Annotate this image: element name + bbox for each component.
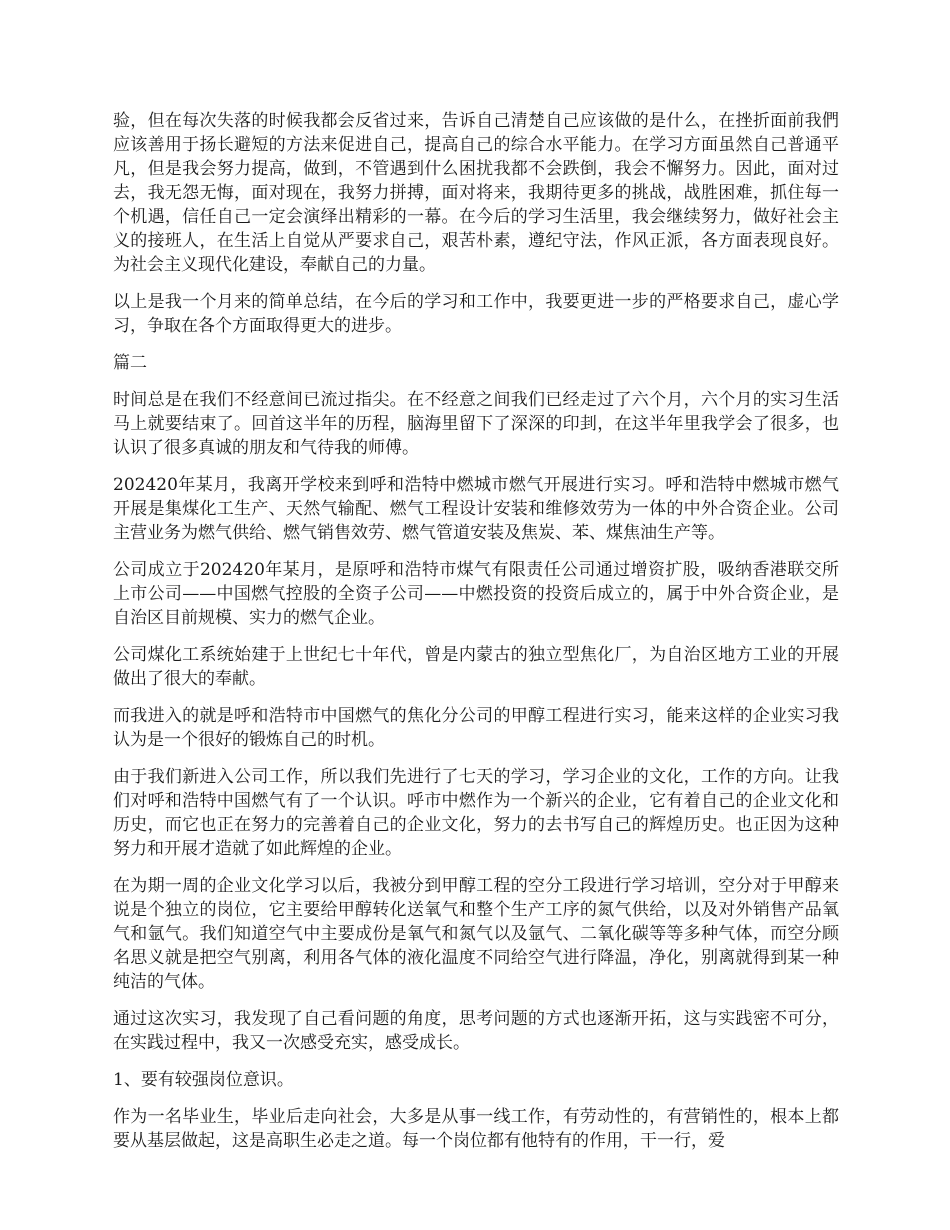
paragraph-practice-growth: 通过这次实习，我发现了自己看问题的角度，思考问题的方式也逐渐开拓，这与实践密不可分，在实践过程中，我又一次感受充实，感受成长。 xyxy=(113,1009,839,1053)
paragraph-graduate-role: 作为一名毕业生，毕业后走向社会，大多是从事一线工作，有劳动性的，有营销性的，根本上都要从基层做起，这是高职生必走之道。每一个岗位都有他特有的作用，干一行，爱 xyxy=(113,1107,839,1151)
paragraph-self-reflection: 验，但在每次失落的时候我都会反省过来，告诉自己清楚自己应该做的是什么，在挫折面前我們应该善用于扬长避短的方法来促进自己，提高自己的综合水平能力。在学习方面虽然自己普通平凡，但是我会努力提高，做到，不管遇到什么困扰我都不会跌倒，我会不懈努力。因此，面对过去，我无怨无悔，面对现在，我努力拼搏，面对将来，我期待更多的挑战，战胜困难，抓住每一个机遇，信任自己一定会演绎出精彩的一幕。在今后的学习生活里，我会继续努力，做好社会主义的接班人，在生活上自觉从严要求自己，艰苦朴素，遵纪守法，作风正派，各方面表现良好。为社会主义现代化建设，奉献自己的力量。 xyxy=(113,111,839,275)
paragraph-company-arrival: 202420年某月，我离开学校来到呼和浩特中燃城市燃气开展进行实习。呼和浩特中燃城市燃气开展是集煤化工生产、天然气输配、燃气工程设计安装和维修效劳为一体的中外合资企业。公司主营业务为燃气供给、燃气销售效劳、燃气管道安装及焦炭、苯、煤焦油生产等。 xyxy=(113,475,839,543)
paragraph-company-founding: 公司成立于202420年某月，是原呼和浩特市煤气有限责任公司通过增资扩股，吸纳香港联交所上市公司——中国燃气控股的全资子公司——中燃投资的投资后成立的，属于中外合资企业，是自治区目前规模、实力的燃气企业。 xyxy=(113,560,839,628)
paragraph-methanol-project: 而我进入的就是呼和浩特市中国燃气的焦化分公司的甲醇工程进行实习，能来这样的企业实习我认为是一个很好的锻炼自己的时机。 xyxy=(113,706,839,750)
section-heading: 篇二 xyxy=(113,353,147,373)
list-heading-job-awareness: 1、要有较强岗位意识。 xyxy=(113,1070,294,1090)
paragraph-summary: 以上是我一个月来的简单总结，在今后的学习和工作中，我要更进一步的严格要求自己，虚心学习，争取在各个方面取得更大的进步。 xyxy=(113,292,839,336)
document-body xyxy=(113,109,839,1166)
paragraph-intro: 时间总是在我们不经意间已流过指尖。在不经意之间我们已经走过了六个月，六个月的实习生活马上就要结束了。回首这半年的历程，脑海里留下了深深的印刲，在这半年里我学会了很多，也认识了很多真诚的朋友和气待我的师傅。 xyxy=(113,390,839,458)
paragraph-culture-study: 由于我们新进入公司工作，所以我们先进行了七天的学习，学习企业的文化，工作的方向。让我们对呼和浩特中国燃气有了一个认识。呼市中燃作为一个新兴的企业，它有着自己的企业文化和历史，而它也正在努力的完善着自己的企业文化，努力的去书写自己的辉煌历史。也正因为这种努力和开展才造就了如此辉煌的企业。 xyxy=(113,767,839,859)
paragraph-air-separation: 在为期一周的企业文化学习以后，我被分到甲醇工程的空分工段进行学习培训，空分对于甲醇来说是个独立的岗位，它主要给甲醇转化送氧气和整个生产工序的氮气供给，以及对外销售产品氧气和氩气。我们知道空气中主要成份是氧气和氮气以及氩气、二氧化碳等等多种气体，而空分顾名思义就是把空气别离，利用各气体的液化温度不同给空气进行降温，净化，别离就得到某一种纯洁的气体。 xyxy=(113,876,839,992)
paragraph-coal-chemical: 公司煤化工系统始建于上世纪七十年代，曾是内蒙古的独立型焦化厂，为自治区地方工业的开展做出了很大的奉献。 xyxy=(113,645,839,689)
